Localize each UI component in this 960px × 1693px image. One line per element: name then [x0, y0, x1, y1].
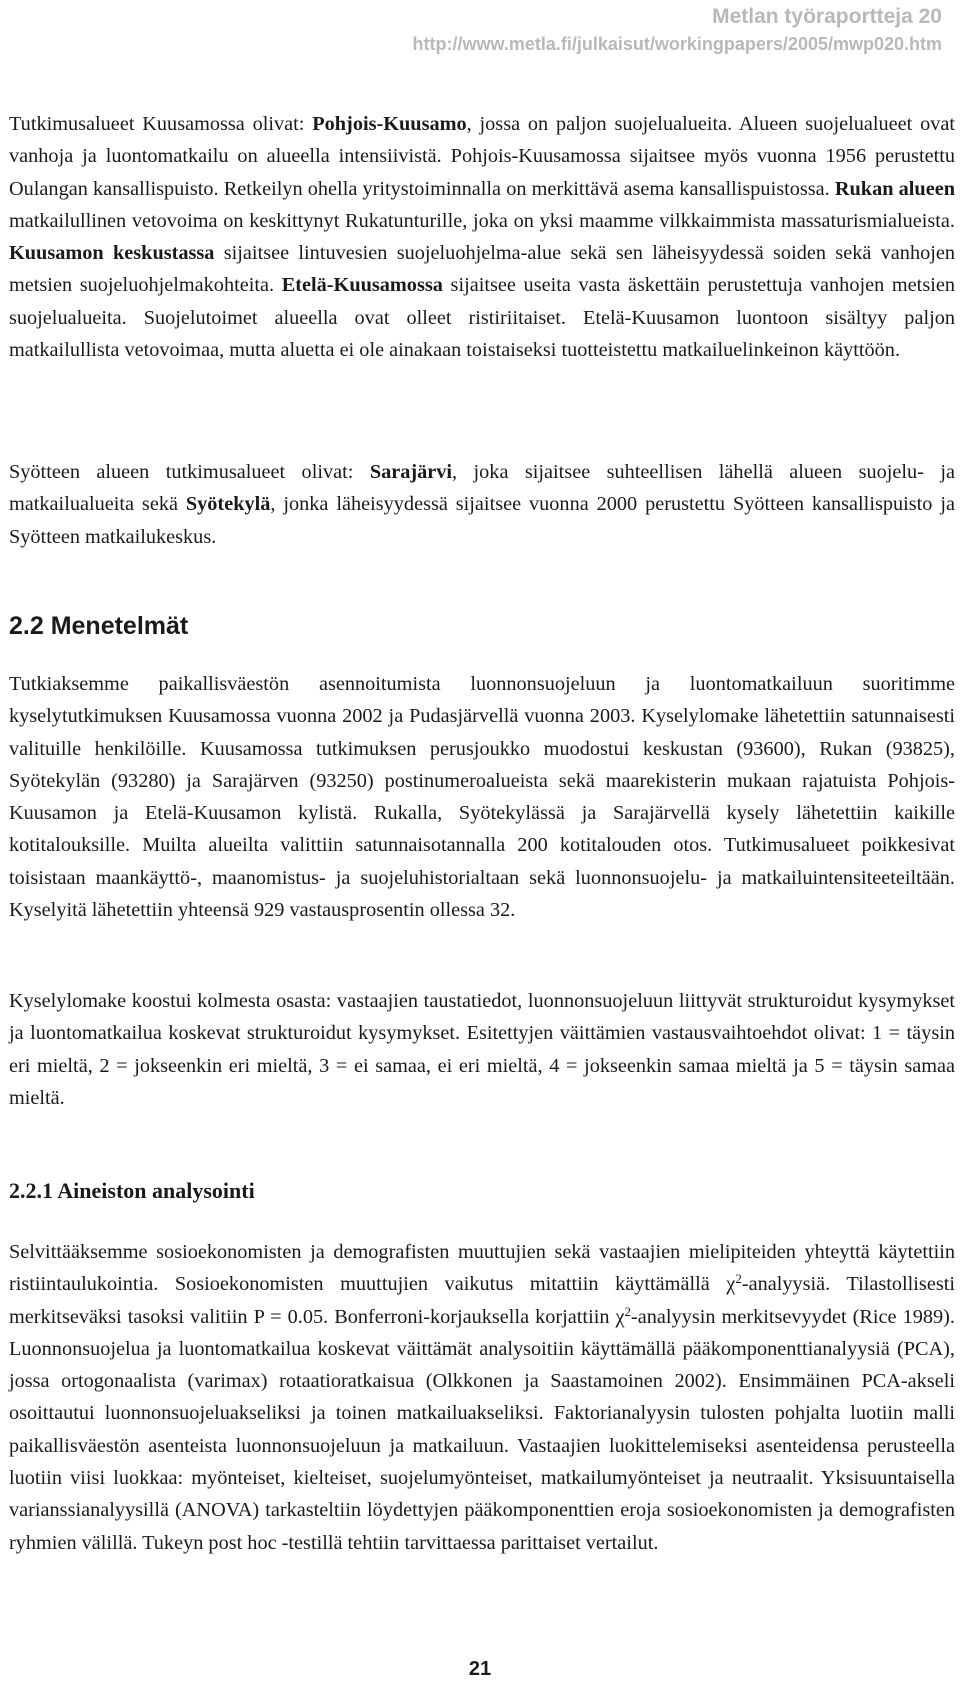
chi-squared-symbol [726, 1273, 742, 1295]
paragraph-analysis [9, 1236, 955, 1559]
paragraph-methods-2 [9, 985, 955, 1114]
series-title: Metlan työraportteja 20 [712, 5, 942, 28]
text-run: Syötteen alueen tutkimusalueet olivat: [9, 461, 370, 483]
running-header [42, 0, 942, 57]
text-run: Selvittääksemme sosioekonomisten ja demografisten muuttujien sekä vastaajien mielipiteiden yhteyttä käytettiin ristiintaulukointia. Sosioekonomisten muuttujien vaikutus mitattiin käyttämällä [9, 1241, 955, 1296]
text-run: -analyysiä. Tilastollisesti merkitseväksi tasoksi valitiin P = 0.05. Bonferroni-korjauksella korjattiin [9, 1273, 955, 1328]
bold-term: Sarajärvi [369, 461, 453, 483]
superscript: 2 [624, 1303, 632, 1319]
bold-term: Syötekylä [185, 493, 271, 516]
text-run: sijaitsee lintuvesien suojeluohjelma-alue sekä sen läheisyydessä soiden sekä vanhojen metsien suojeluohjelmakohteita. [9, 242, 956, 297]
section-heading-2-2-1: 2.2.1 Aineiston analysointi [9, 1178, 255, 1203]
chi-letter: χ [615, 1305, 625, 1328]
text-run: , joka sijaitsee suhteellisen lähellä alueen suojelu- ja matkailualueita sekä [9, 461, 955, 516]
methods-text: Tutkiaksemme paikallisväestön asennoitumista luonnonsuojeluun ja luontomatkailuun suoritimme kyselytutkimuksen Kuusamossa vuonna 2002 ja Pudasjärvellä vuonna 2003. Kyselylomake lähetettiin satunnaisesti valituille henkilöille. Kuusamossa tutkimuksen perusjoukko muodostui keskustan (93600), Rukan (93825), Syötekylän (93280) ja Sarajärven (93250) postinumeroalueista sekä maarekisterin mukaan rajatuista Pohjois-Kuusamon ja Etelä-Kuusamon kylistä. Rukalla, Syötekylässä ja Sarajärvellä kysely lähetettiin kaikille kotitalouksille. Muilta alueilta valittiin satunnaisotannalla 200 kotitalouden otos. Tutkimusalueet poikkesivat toisistaan maankäyttö-, maanomistus- ja suojeluhistorialtaan sekä luonnonsuojelu- ja matkailuintensiteeteiltään. Kyselyitä lähetettiin yhteensä 929 vastausprosentin ollessa 32. [9, 673, 955, 922]
bold-term: Etelä-Kuusamossa [281, 274, 443, 297]
paragraph-syote-areas [9, 456, 955, 553]
methods-text: Kyselylomake koostui kolmesta osasta: vastaajien taustatiedot, luonnonsuojeluun liittyvät strukturoidut kysymykset ja luontomatkailua koskevat strukturoidut kysymykset. Esitettyjen väittämien vastausvaihtoehdot olivat: 1 = täysin eri mieltä, 2 = jokseenkin eri mieltä, 3 = ei samaa, ei eri mieltä, 4 = jokseenkin samaa mieltä ja 5 = täysin samaa mieltä. [9, 990, 955, 1109]
paragraph-kuusamo-areas [9, 108, 955, 366]
chi-squared-symbol [615, 1303, 632, 1328]
text-run: Tutkimusalueet Kuusamossa olivat: [9, 113, 313, 135]
header-url: http://www.metla.fi/julkaisut/workingpapers/2005/mwp020.htm [412, 34, 942, 54]
text-run: -analyysin merkitsevyydet (Rice 1989). Luonnonsuojelua ja luontomatkailua koskevat väittämät analysoitiin käyttämällä pääkomponenttianalyysiä (PCA), jossa ortogonaalista (varimax) rotaatioratkaisua (Olkkonen ja Saastamoinen 2002). Ensimmäinen PCA-akseli osoittautui luonnonsuojeluakseliksi ja toinen matkailuakseliksi. Faktorianalyysin tulosten pohjalta luotiin malli paikallisväestön asenteista luonnonsuojeluun ja matkailuun. Vastaajien luokittelemiseksi asenteidensa perusteella luotiin viisi luokkaa: myönteiset, kielteiset, suojelumyönteiset, matkailumyönteiset ja neutraalit. Yksisuuntaisella varianssianalyysillä (ANOVA) tarkasteltiin löydettyjen pääkomponenttien eroja sosioekonomisten ja demografisten ryhmien välillä. Tukeyn post hoc -testillä tehtiin tarvittaessa parittaiset vertailut. [9, 1305, 955, 1554]
paragraph-methods-1 [9, 668, 955, 926]
text-run: , jossa on paljon suojelualueita. Alueen suojelualueet ovat vanhoja ja luontomatkailu on alueella intensiivistä. Pohjois-Kuusamossa sijaitsee myös vuonna 1956 perustettu Oulangan kansallispuisto. Retkeilyn ohella yritystoiminnalla on merkittävä asema kansallispuistossa. [9, 113, 956, 200]
section-heading-2-2: 2.2 Menetelmät [9, 612, 189, 640]
text-run: , jonka läheisyydessä sijaitsee vuonna 2000 perustettu Syötteen kansallispuisto ja Syötteen matkailukeskus. [9, 493, 955, 548]
page-number: 21 [468, 1658, 492, 1680]
text-run: sijaitsee useita vasta äskettäin perustettuja vanhojen metsien suojelualueita. Suojelutoimet alueella ovat olleet ristiriitaiset. Etelä-Kuusamon luontoon sisältyy paljon matkailullista vetovoimaa, mutta aluetta ei ole ainakaan toistaiseksi tuotteistettu matkailuelinkeinon käyttöön. [9, 274, 955, 362]
bold-term: Rukan alueen [834, 177, 955, 200]
superscript: 2 [735, 1271, 742, 1287]
text-run: matkailullinen vetovoima on keskittynyt Rukatunturille, joka on yksi maamme vilkkaimmista massaturismialueista. [9, 209, 955, 232]
chi-letter: χ [726, 1273, 736, 1296]
bold-term: Pohjois-Kuusamo [312, 113, 467, 135]
bold-term: Kuusamon keskustassa [9, 242, 215, 265]
